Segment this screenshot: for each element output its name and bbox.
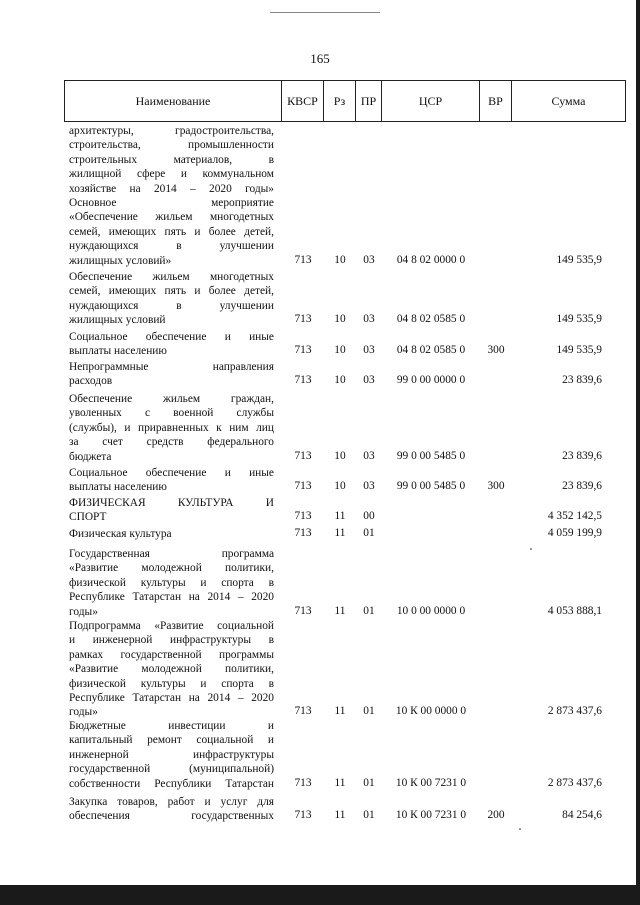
cell-rz: 10 [334, 480, 346, 493]
cell-csr: 99 0 00 0000 0 [396, 374, 466, 387]
row-name-line: (службы), и приравненных к ним лиц [69, 421, 274, 434]
row-name-line: нуждающихся в улучшении [69, 240, 274, 253]
row-name-line: жилищной сфере и коммунальном [69, 168, 274, 181]
row-name-line: семей, имеющих пять и более детей, [69, 225, 274, 238]
row-name-line: бюджета [69, 450, 112, 463]
cell-sum: 2 873 437,6 [547, 705, 602, 718]
cell-sum: 149 535,9 [556, 313, 602, 326]
cell-pr: 01 [363, 776, 375, 789]
row-name-line: собственности Республики Татарстан [69, 777, 274, 790]
row-name-line: выплаты населению [69, 481, 167, 494]
col-header-sum: Сумма [512, 80, 626, 122]
cell-rz: 10 [334, 449, 346, 462]
row-name-line: жилищных условий [69, 314, 166, 327]
cell-rz: 10 [334, 374, 346, 387]
row-name-line: ФИЗИЧЕСКАЯ КУЛЬТУРА И [69, 497, 274, 509]
row-name-line: «Развитие молодежной политики, [69, 562, 274, 575]
cell-kvsr: 713 [294, 510, 312, 523]
col-header-pr: ПР [356, 80, 382, 122]
cell-pr: 03 [363, 344, 375, 357]
row-name-line: Социальное обеспечение и иные [69, 467, 274, 479]
cell-kvsr: 713 [294, 705, 312, 718]
row-name-line: Социальное обеспечение и иные [69, 331, 274, 343]
cell-sum: 149 535,9 [556, 344, 602, 357]
cell-sum: 23 839,6 [562, 374, 602, 387]
cell-sum: 4 053 888,1 [547, 604, 602, 617]
cell-kvsr: 713 [294, 809, 312, 822]
cell-rz: 11 [334, 604, 346, 617]
scan-edge-bottom [0, 885, 640, 905]
row-name-line: Республике Татарстан на 2014 – 2020 [69, 591, 274, 604]
cell-csr: 10 К 00 0000 0 [395, 705, 467, 718]
row-name-line: строительных материалов, в [69, 153, 274, 166]
scan-speck [530, 548, 532, 550]
row-name-line: физической культуры и спорта в [69, 677, 274, 690]
cell-csr: 99 0 00 5485 0 [396, 449, 466, 462]
col-header-vr: ВР [480, 80, 512, 122]
cell-kvsr: 713 [294, 776, 312, 789]
cell-sum: 149 535,9 [556, 253, 602, 266]
row-name-line: Подпрограмма «Развитие социальной [69, 620, 274, 632]
row-name-line: Обеспечение жильем многодетных [69, 271, 274, 283]
row-name-line: семей, имеющих пять и более детей, [69, 285, 274, 298]
cell-csr: 04 8 02 0585 0 [396, 344, 466, 357]
row-name-line: жилищных условий» [69, 254, 172, 267]
cell-rz: 11 [334, 705, 346, 718]
cell-kvsr: 713 [294, 449, 312, 462]
cell-pr: 01 [363, 705, 375, 718]
row-name-line: Обеспечение жильем граждан, [69, 393, 274, 405]
row-name-line: государственной (муниципальной) [69, 763, 274, 776]
row-name-line: годы» [69, 605, 98, 618]
cell-kvsr: 713 [294, 344, 312, 357]
cell-pr: 00 [363, 510, 375, 523]
row-name-line: физической культуры и спорта в [69, 576, 274, 589]
cell-csr: 04 8 02 0000 0 [396, 253, 466, 266]
col-header-kvsr: КВСР [282, 80, 324, 122]
row-name-line: строительства, промышленности [69, 139, 274, 152]
cell-pr: 03 [363, 480, 375, 493]
row-name-line: Государственная программа [69, 548, 274, 560]
col-header-csr: ЦСР [382, 80, 480, 122]
row-name-line: обеспечения государственных [69, 810, 274, 823]
scan-mark [270, 12, 380, 13]
cell-kvsr: 713 [294, 604, 312, 617]
row-name-line: Непрограммные направления [69, 361, 274, 373]
cell-rz: 11 [334, 809, 346, 822]
cell-rz: 10 [334, 344, 346, 357]
cell-kvsr: 713 [294, 480, 312, 493]
row-name-line: хозяйстве на 2014 – 2020 годы» [69, 182, 274, 195]
cell-kvsr: 713 [294, 313, 312, 326]
cell-kvsr: 713 [294, 253, 312, 266]
row-name-line: СПОРТ [69, 511, 107, 524]
cell-sum: 84 254,6 [562, 809, 602, 822]
row-name-line: и инженерной инфраструктуры в [69, 634, 274, 647]
cell-rz: 11 [334, 527, 346, 539]
row-name-line: Физическая культура [69, 528, 172, 540]
row-name-line: Закупка товаров, работ и услуг для [69, 796, 274, 808]
cell-csr: 04 8 02 0585 0 [396, 313, 466, 326]
cell-sum: 4 352 142,5 [547, 510, 602, 523]
cell-csr: 99 0 00 5485 0 [396, 480, 466, 493]
row-name-line: Основное мероприятие [69, 197, 274, 209]
col-header-name: Наименование [64, 80, 282, 122]
row-name-line: Республике Татарстан на 2014 – 2020 [69, 692, 274, 704]
cell-kvsr: 713 [294, 374, 312, 387]
row-name-line: инженерной инфраструктуры [69, 748, 274, 761]
cell-sum: 23 839,6 [562, 449, 602, 462]
row-name-line: выплаты населению [69, 345, 167, 358]
row-name-line: нуждающихся в улучшении [69, 299, 274, 312]
cell-pr: 01 [363, 809, 375, 822]
cell-pr: 03 [363, 313, 375, 326]
scan-edge-right [636, 0, 640, 905]
cell-vr: 300 [487, 480, 505, 493]
cell-csr: 10 0 00 0000 0 [396, 604, 466, 617]
cell-pr: 03 [363, 449, 375, 462]
row-name-line: расходов [69, 375, 113, 388]
row-name-line: «Развитие молодежной политики, [69, 663, 274, 676]
cell-sum: 4 059 199,9 [547, 527, 602, 539]
cell-pr: 01 [363, 604, 375, 617]
cell-rz: 11 [334, 776, 346, 789]
cell-kvsr: 713 [294, 527, 312, 539]
table-header [64, 80, 626, 122]
col-header-rz: Рз [324, 80, 356, 122]
cell-vr: 300 [487, 344, 505, 357]
cell-rz: 10 [334, 253, 346, 266]
cell-vr: 200 [487, 809, 505, 822]
cell-pr: 03 [363, 253, 375, 266]
row-name-line: «Обеспечение жильем многодетных [69, 211, 274, 224]
cell-pr: 01 [363, 527, 375, 539]
cell-rz: 10 [334, 313, 346, 326]
row-name-line: за счет средств федерального [69, 436, 274, 449]
row-name-line: Бюджетные инвестиции и [69, 720, 274, 732]
cell-pr: 03 [363, 374, 375, 387]
row-name-line: уволенных с военной службы [69, 407, 274, 420]
row-name-line: рамках государственной программы [69, 648, 274, 661]
cell-csr: 10 К 00 7231 0 [395, 776, 467, 789]
row-name-line: архитектуры, градостроительства, [69, 125, 274, 137]
row-name-line: капитальный ремонт социальной и [69, 734, 274, 747]
cell-sum: 2 873 437,6 [547, 776, 602, 789]
scan-speck [519, 828, 521, 830]
page-number: 165 [310, 51, 330, 66]
cell-csr: 10 К 00 7231 0 [395, 809, 467, 822]
cell-rz: 11 [334, 510, 346, 523]
cell-sum: 23 839,6 [562, 480, 602, 493]
row-name-line: годы» [69, 706, 98, 719]
